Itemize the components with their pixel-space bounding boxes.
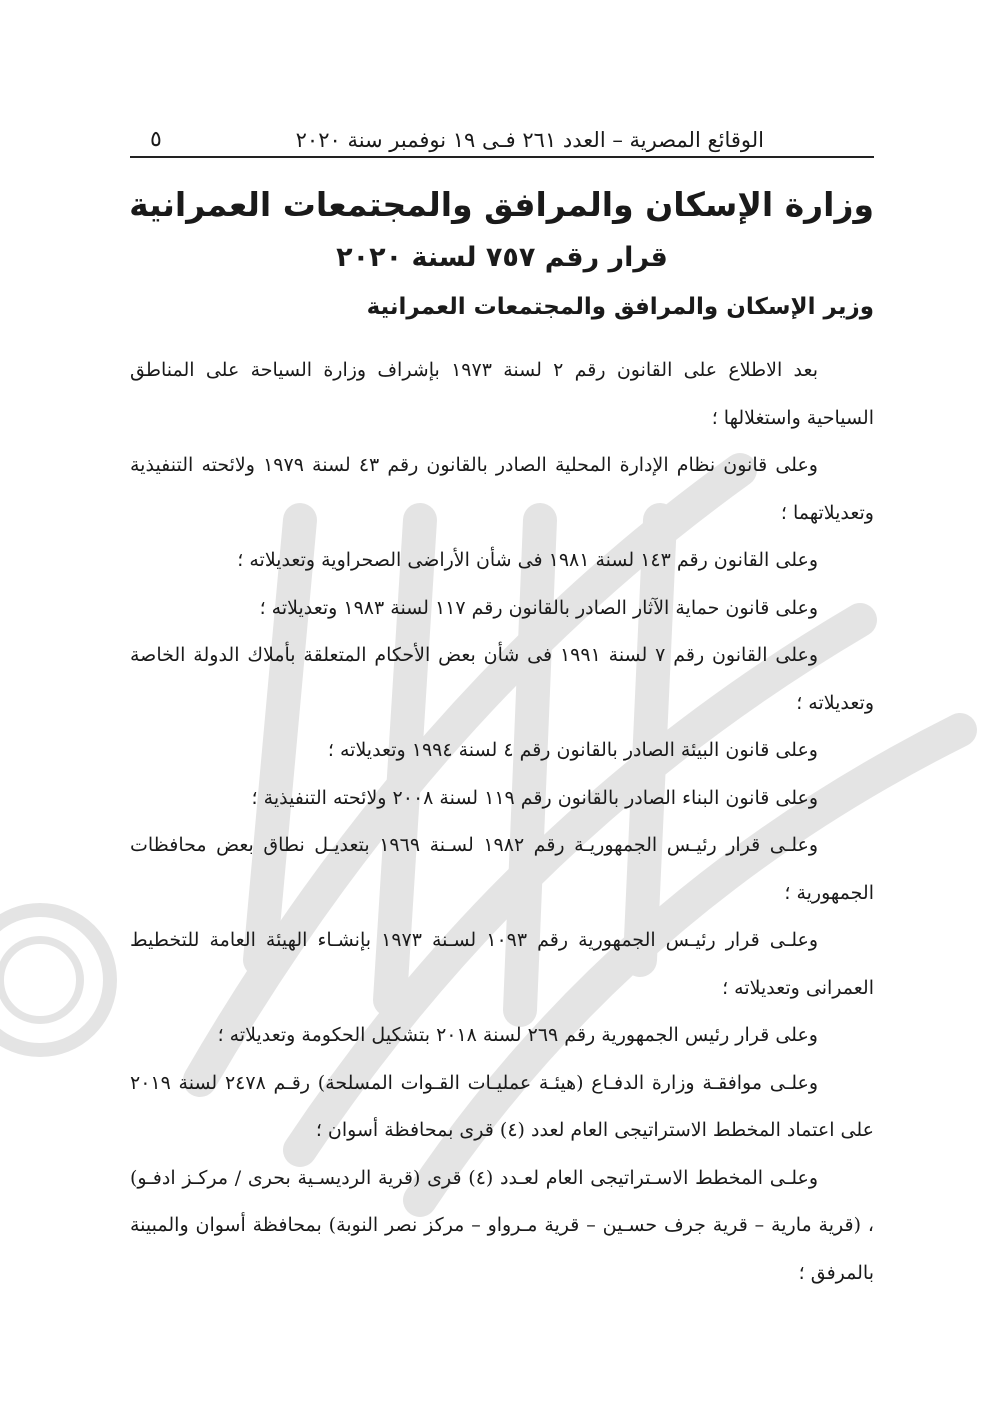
paragraph-8: وعلـى قرار رئيـس الجمهوريـة رقم ١٩٨٢ لسـنة ١٩٦٩ بتعديـل نطاق بعض محافظات الجمهورية ؛ xyxy=(130,834,874,904)
paragraph-2: وعلى قانون نظام الإدارة المحلية الصادر بالقانون رقم ٤٣ لسنة ١٩٧٩ ولائحته التنفيذية وتعديلاتهما ؛ xyxy=(130,454,874,524)
paragraph-4: وعلى قانون حماية الآثار الصادر بالقانون رقم ١١٧ لسنة ١٩٨٣ وتعديلاته ؛ xyxy=(259,596,818,619)
paragraph-7: وعلى قانون البناء الصادر بالقانون رقم ١١٩ لسنة ٢٠٠٨ ولائحته التنفيذية ؛ xyxy=(251,786,818,809)
header-title: الوقائع المصرية – العدد ٢٦١ فـى ١٩ نوفمبر سنة ٢٠٢٠ xyxy=(295,128,764,152)
paragraph-5: وعلى القانون رقم ٧ لسنة ١٩٩١ فى شأن بعض الأحكام المتعلقة بأملاك الدولة الخاصة وتعديلاته ؛ xyxy=(130,644,874,714)
paragraph-1: بعد الاطلاع على القانون رقم ٢ لسنة ١٩٧٣ بإشراف وزارة السياحة على المناطق السياحية واستغلالها ؛ xyxy=(130,359,874,429)
decree-title: قرار رقم ٧٥٧ لسنة ٢٠٢٠ xyxy=(336,242,668,273)
ministry-title: وزارة الإسكان والمرافق والمجتمعات العمرانية xyxy=(129,185,874,224)
page-header xyxy=(130,112,874,158)
paragraph-11: وعلـى موافقـة وزارة الدفـاع (هيئـة عمليـات القـوات المسلحة) رقـم ٢٤٧٨ لسنة ٢٠١٩ على اعتماد المخطط الاستراتيجى العام لعدد (٤) قرى بمحافظة أسوان ؛ xyxy=(130,1071,874,1141)
page-number: ٥ xyxy=(150,127,162,152)
decree-body xyxy=(130,347,874,1297)
minister-title: وزير الإسكان والمرافق والمجتمعات العمرانية xyxy=(366,294,874,320)
paragraph-6: وعلى قانون البيئة الصادر بالقانون رقم ٤ لسنة ١٩٩٤ وتعديلاته ؛ xyxy=(327,739,818,761)
paragraph-3: وعلى القانون رقم ١٤٣ لسنة ١٩٨١ فى شأن الأراضى الصحراوية وتعديلاته ؛ xyxy=(237,549,818,571)
paragraph-12: وعلـى المخطط الاسـتراتيجى العام لعـدد (٤) قرى (قرية الرديسـية بحرى / مركـز ادفـو) ، (قرية مارية – قرية جرف حسـين – قرية مـرواو – مركز نصر النوبة) بمحافظة أسوان والمبينة بالمرفق ؛ xyxy=(130,1166,874,1284)
paragraph-10: وعلى قرار رئيس الجمهورية رقم ٢٦٩ لسنة ٢٠١٨ بتشكيل الحكومة وتعديلاته ؛ xyxy=(217,1024,818,1046)
paragraph-9: وعلـى قرار رئيـس الجمهورية رقم ١٠٩٣ لسـنة ١٩٧٣ بإنشـاء الهيئة العامة للتخطيط العمرانى وتعديلاته ؛ xyxy=(130,929,874,999)
